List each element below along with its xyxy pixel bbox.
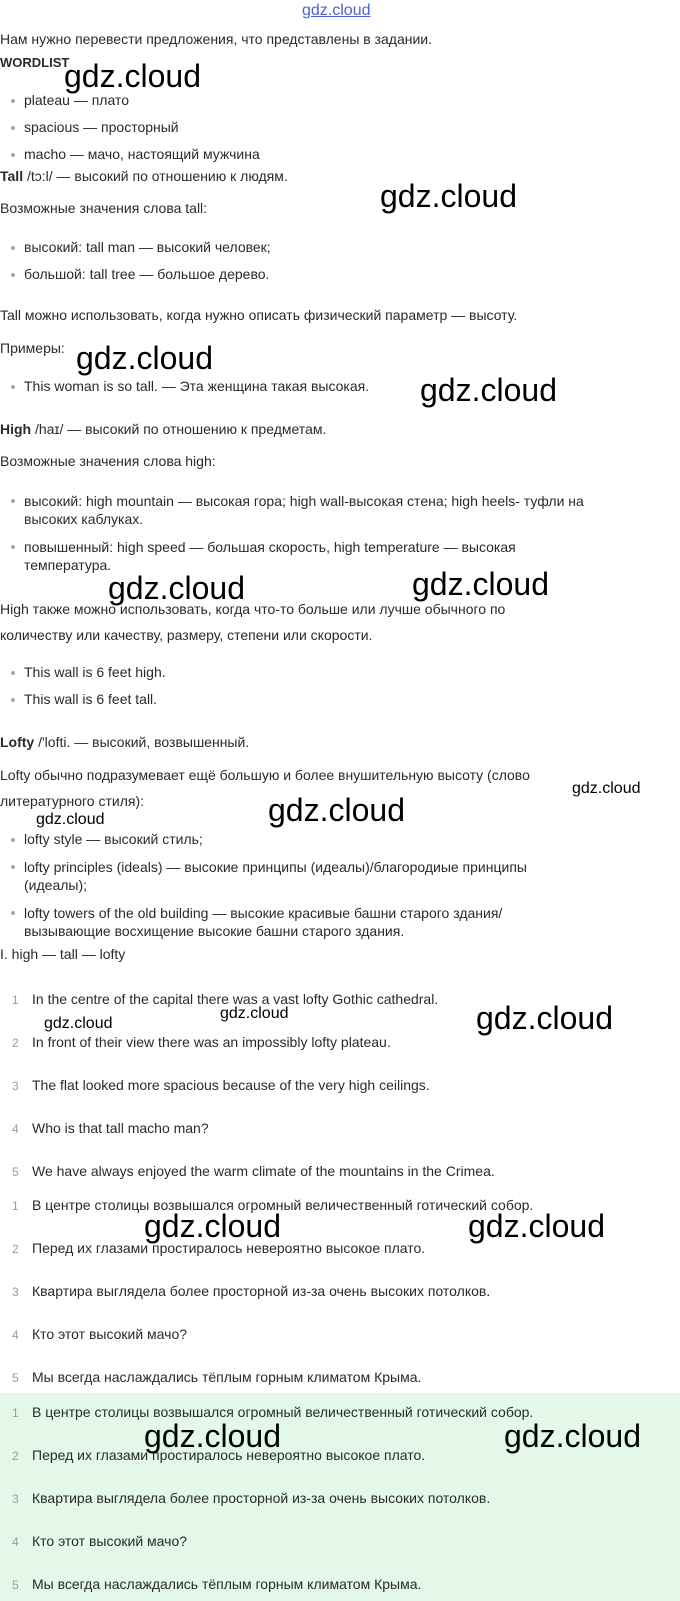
wordlist-item: plateau — плато bbox=[24, 92, 129, 108]
high-usage-line1: High также можно использовать, когда что-то больше или лучше обычного по bbox=[0, 601, 506, 617]
list-item: Who is that tall macho man? bbox=[32, 1120, 209, 1136]
tall-definition bbox=[0, 168, 288, 184]
list-item-number: 3 bbox=[12, 1079, 19, 1093]
watermark: gdz.cloud bbox=[36, 811, 105, 828]
list-item-number: 2 bbox=[12, 1242, 19, 1256]
list-item: In the centre of the capital there was a vast lofty Gothic cathedral. bbox=[32, 991, 439, 1007]
high-definition-text: /haɪ/ — высокий по отношению к предметам. bbox=[31, 421, 327, 437]
watermark: gdz.cloud bbox=[76, 340, 213, 376]
tall-word: Tall bbox=[0, 168, 24, 184]
lofty-usage-line1: Lofty обычно подразумевает ещё большую и более внушительную высоту (слово bbox=[0, 767, 530, 783]
list-item-number: 5 bbox=[12, 1165, 19, 1179]
high-example: This wall is 6 feet tall. bbox=[24, 691, 158, 707]
list-item-number: 4 bbox=[12, 1122, 19, 1136]
intro-text: Нам нужно перевести предложения, что представлены в задании. bbox=[0, 31, 433, 47]
high-example: This wall is 6 feet high. bbox=[24, 664, 166, 680]
list-item: Кто этот высокий мачо? bbox=[32, 1533, 188, 1549]
tall-meaning: большой: tall tree — большое дерево. bbox=[24, 266, 270, 282]
high-usage-line2: количеству или качеству, размеру, степени или скорости. bbox=[0, 627, 373, 643]
watermark: gdz.cloud bbox=[380, 178, 517, 214]
wordlist-item: macho — мачо, настоящий мужчина bbox=[24, 146, 260, 162]
watermark-link[interactable]: gdz.cloud bbox=[302, 2, 371, 19]
high-word: High bbox=[0, 421, 32, 437]
watermark: gdz.cloud bbox=[468, 1208, 605, 1244]
lofty-meaning: lofty style — высокий стиль; bbox=[24, 831, 203, 847]
high-meaning: высокий: high mountain — высокая гора; high wall-высокая стена; high heels- туфли на высоких каблуках. bbox=[24, 493, 584, 527]
list-item: Перед их глазами простиралось невероятно высокое плато. bbox=[32, 1240, 426, 1256]
list-item-number: 3 bbox=[12, 1492, 19, 1506]
list-item-number: 4 bbox=[12, 1328, 19, 1342]
list-item-number: 1 bbox=[12, 993, 19, 1007]
list-item: Мы всегда наслаждались тёплым горным климатом Крыма. bbox=[32, 1369, 422, 1385]
watermark: gdz.cloud bbox=[108, 570, 245, 606]
list-item: В центре столицы возвышался огромный величественный готический собор. bbox=[32, 1404, 534, 1420]
high-meanings-heading: Возможные значения слова high: bbox=[0, 453, 216, 469]
tall-example: This woman is so tall. — Эта женщина такая высокая. bbox=[24, 378, 370, 394]
watermark: gdz.cloud bbox=[220, 1005, 289, 1022]
watermark: gdz.cloud bbox=[268, 792, 405, 828]
watermark: gdz.cloud bbox=[420, 372, 557, 408]
list-item-number: 5 bbox=[12, 1371, 19, 1385]
watermark: gdz.cloud bbox=[412, 566, 549, 602]
list-item: The flat looked more spacious because of the very high ceilings. bbox=[32, 1077, 430, 1093]
watermark: gdz.cloud bbox=[504, 1418, 641, 1454]
watermark: gdz.cloud bbox=[476, 1000, 613, 1036]
list-item: Квартира выглядела более просторной из-за очень высоких потолков. bbox=[32, 1283, 491, 1299]
lofty-definition bbox=[0, 734, 249, 750]
list-item: Кто этот высокий мачо? bbox=[32, 1326, 188, 1342]
lofty-definition-text: /'lofti. — высокий, возвышенный. bbox=[34, 734, 250, 750]
high-meaning: повышенный: high speed — большая скорость, high temperature — высокая температура. bbox=[24, 539, 516, 573]
watermark: gdz.cloud bbox=[64, 58, 201, 94]
lofty-usage-line2: литературного стиля): bbox=[0, 793, 145, 809]
high-definition bbox=[0, 421, 326, 437]
list-item-number: 2 bbox=[12, 1036, 19, 1050]
lofty-meaning: lofty towers of the old building — высокие красивые башни старого здания/ вызывающие восхищение высокие башни старого здания. bbox=[24, 905, 503, 939]
list-item: We have always enjoyed the warm climate of the mountains in the Crimea. bbox=[32, 1163, 495, 1179]
wordlist-heading: WORDLIST bbox=[0, 55, 70, 70]
tall-meanings-heading: Возможные значения слова tall: bbox=[0, 200, 208, 216]
tall-definition-text: /tɔ:l/ — высокий по отношению к людям. bbox=[23, 168, 288, 184]
lofty-word: Lofty bbox=[0, 734, 35, 750]
list-item: In front of their view there was an impossibly lofty plateau. bbox=[32, 1034, 391, 1050]
list-item: Мы всегда наслаждались тёплым горным климатом Крыма. bbox=[32, 1576, 422, 1592]
list-item-number: 5 bbox=[12, 1578, 19, 1592]
lofty-meaning: lofty principles (ideals) — высокие принципы (идеалы)/благородиые принципы (идеалы); bbox=[24, 859, 527, 893]
tall-examples-heading: Примеры: bbox=[0, 340, 65, 356]
wordlist-item: spacious — просторный bbox=[24, 119, 179, 135]
list-item-number: 2 bbox=[12, 1449, 19, 1463]
watermark: gdz.cloud bbox=[144, 1418, 281, 1454]
list-item-number: 1 bbox=[12, 1406, 19, 1420]
watermark: gdz.cloud bbox=[44, 1015, 113, 1032]
watermark: gdz.cloud bbox=[144, 1208, 281, 1244]
list-item: Квартира выглядела более просторной из-за очень высоких потолков. bbox=[32, 1490, 491, 1506]
tall-usage: Tall можно использовать, когда нужно описать физический параметр — высоту. bbox=[0, 307, 518, 323]
watermark: gdz.cloud bbox=[572, 780, 641, 797]
list-item-number: 3 bbox=[12, 1285, 19, 1299]
list-item: Перед их глазами простиралось невероятно высокое плато. bbox=[32, 1447, 426, 1463]
list-item-number: 4 bbox=[12, 1535, 19, 1549]
summary-heading: I. high — tall — lofty bbox=[0, 946, 126, 962]
list-item-number: 1 bbox=[12, 1199, 19, 1213]
tall-meaning: высокий: tall man — высокий человек; bbox=[24, 239, 271, 255]
list-item: В центре столицы возвышался огромный величественный готический собор. bbox=[32, 1197, 534, 1213]
